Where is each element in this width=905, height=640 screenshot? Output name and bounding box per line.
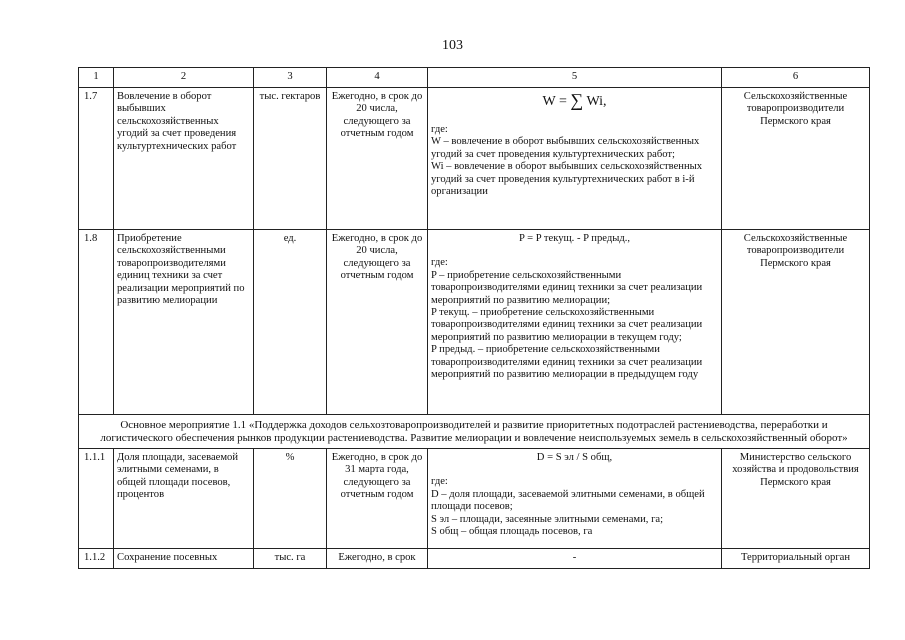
- formula-description: W – вовлечение в оборот выбывших сельскохозяйственных угодий за счет проведения культуртехнических работ;: [431, 136, 700, 160]
- table-row: [79, 549, 870, 569]
- formula-description: Wi – вовлечение в оборот выбывших сельскохозяйственных угодий за счет проведения культуртехнических работ в i-й организации: [431, 161, 703, 198]
- responsible-cell: Сельскохозяйственные товаропроизводители Пермского края: [722, 230, 870, 415]
- formula-left: W =: [542, 94, 571, 109]
- header-cell: 1: [79, 68, 114, 88]
- indicator-name: Приобретение сельскохозяйственными товаропроизводителями единиц техники за счет реализации мероприятий по развитию мелиорации: [114, 230, 254, 415]
- responsible-cell: Территориальный орган: [722, 549, 870, 569]
- period-cell: Ежегодно, в срок до 20 числа, следующего за отчетным годом: [327, 88, 428, 230]
- period-cell: Ежегодно, в срок до 31 марта года, следующего за отчетным годом: [327, 449, 428, 549]
- period-cell: Ежегодно, в срок до 20 числа, следующего за отчетным годом: [327, 230, 428, 415]
- row-number: 1.7: [79, 88, 114, 230]
- formula-description: P – приобретение сельскохозяйственными товаропроизводителями единиц техники за счет реализации мероприятий по развитию мелиорации;: [431, 269, 703, 306]
- table-row: [79, 88, 870, 230]
- formula-cell: -: [428, 549, 722, 569]
- row-number: 1.8: [79, 230, 114, 415]
- responsible-cell: Министерство сельского хозяйства и продовольствия Пермского края: [722, 449, 870, 549]
- responsible-cell: Сельскохозяйственные товаропроизводители Пермского края: [722, 88, 870, 230]
- header-cell: 6: [722, 68, 870, 88]
- header-cell: 4: [327, 68, 428, 88]
- header-cell: 2: [114, 68, 254, 88]
- formula-cell: [428, 88, 722, 230]
- where-label: где:: [431, 476, 448, 488]
- where-label: где:: [431, 124, 448, 135]
- period-cell: Ежегодно, в срок: [327, 549, 428, 569]
- formula-description: P текущ. – приобретение сельскохозяйственными товаропроизводителями единиц техники за счет реализации мероприятий по развитию мелиорации в текущем году;: [431, 307, 703, 343]
- formula: [431, 91, 718, 110]
- row-number: 1.1.2: [79, 549, 114, 569]
- table-header-row: [79, 68, 870, 88]
- table-row: [79, 230, 870, 415]
- formula-description: D – доля площади, засеваемой элитными семенами, в общей площади посевов;: [431, 488, 705, 513]
- indicators-table: [78, 67, 870, 569]
- section-title: Основное мероприятие 1.1 «Поддержка доходов сельхозтоваропроизводителей и развитие приоритетных подотраслей растениеводства, переработки и логистического обеспечения рынков продукции растениеводства. Развитие мелиорации и вовлечение неиспользуемых земель в сельскохозяйственный оборот»: [79, 415, 870, 449]
- header-cell: 3: [254, 68, 327, 88]
- formula-description: P предыд. – приобретение сельскохозяйственными товаропроизводителями единиц техники за счет реализации мероприятий по развитию мелиорации в предыдущем году: [431, 344, 703, 381]
- formula: D = S эл / S общ,: [536, 452, 613, 463]
- sum-icon: ∑: [570, 90, 584, 110]
- indicator-name: Доля площади, засеваемой элитными семенами, в общей площади посевов, процентов: [114, 449, 254, 549]
- where-label: где:: [431, 257, 448, 269]
- formula-description: S общ – общая площадь посевов, га: [431, 526, 593, 538]
- indicator-name: Сохранение посевных: [114, 549, 254, 569]
- formula-cell: [428, 230, 722, 415]
- formula-right: Wi,: [583, 94, 607, 109]
- unit-cell: %: [254, 449, 327, 549]
- header-cell: 5: [428, 68, 722, 88]
- indicator-name: Вовлечение в оборот выбывших сельскохозяйственных угодий за счет проведения культуртехнических работ: [114, 88, 254, 230]
- formula-cell: [428, 449, 722, 549]
- row-number: 1.1.1: [79, 449, 114, 549]
- formula: P = P текущ. - P предыд.,: [518, 233, 631, 244]
- table-row: [79, 449, 870, 549]
- section-row: [79, 415, 870, 449]
- unit-cell: тыс. гектаров: [254, 88, 327, 230]
- unit-cell: ед.: [254, 230, 327, 415]
- unit-cell: тыс. га: [254, 549, 327, 569]
- page-number: 103: [442, 38, 463, 53]
- formula-description: S эл – площади, засеянные элитными семенами, га;: [431, 513, 664, 525]
